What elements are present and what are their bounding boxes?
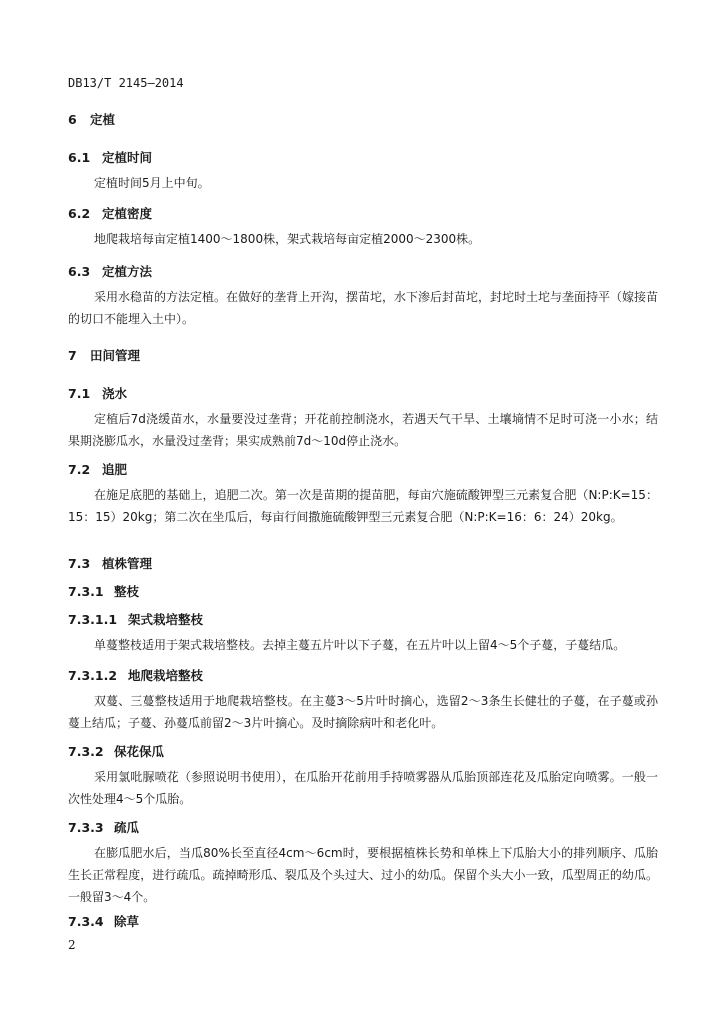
- heading-7-1: [68, 384, 127, 402]
- heading-number: 7.1: [68, 386, 91, 401]
- heading-6-3: [68, 262, 152, 280]
- heading-title: 架式栽培整枝: [128, 612, 204, 627]
- heading-number: 6.1: [68, 150, 91, 165]
- heading-number: 7.2: [68, 462, 91, 477]
- heading-7-3: [68, 554, 152, 572]
- paragraph-7-1: 定植后7d浇缓苗水，水量要没过垄背；开花前控制浇水，若遇天气干旱、土壤墒情不足时可浇一小水；结果期浇膨瓜水，水量没过垄背；果实成熟前7d～10d停止浇水。: [68, 412, 658, 448]
- heading-7-3-1: [68, 582, 139, 600]
- heading-6-2: [68, 204, 152, 222]
- heading-number: 6: [68, 112, 77, 127]
- paragraph-7-3-1-2: 双蔓、三蔓整枝适用于地爬栽培整枝。在主蔓3～5片叶时摘心，选留2～3条生长健壮的子蔓，在子蔓或孙蔓上结瓜；子蔓、孙蔓瓜前留2～3片叶摘心。及时摘除病叶和老化叶。: [68, 694, 658, 730]
- heading-7-2: [68, 460, 127, 478]
- heading-6: [68, 110, 115, 128]
- heading-7-3-3: [68, 818, 139, 836]
- heading-7: [68, 346, 140, 364]
- heading-number: 7.3.4: [68, 914, 104, 929]
- page-number: 2: [68, 938, 76, 952]
- heading-number: 6.3: [68, 264, 91, 279]
- heading-title: 浇水: [102, 386, 128, 401]
- heading-title: 除草: [114, 914, 140, 929]
- heading-number: 7.3: [68, 556, 91, 571]
- heading-title: 植株管理: [102, 556, 153, 571]
- heading-title: 定植: [90, 112, 116, 127]
- heading-7-3-2: [68, 742, 164, 760]
- heading-7-3-4: [68, 912, 139, 930]
- paragraph-7-2: 在施足底肥的基础上，追肥二次。第一次是苗期的提苗肥，每亩穴施硫酸钾型三元素复合肥（N:P:K=15：15：15）20kg；第二次在坐瓜后，每亩行间撒施硫酸钾型三元素复合肥（N:P:K=16：6：24）20kg。: [68, 488, 658, 524]
- heading-6-1: [68, 148, 152, 166]
- paragraph-7-3-2: 采用氯吡脲喷花（参照说明书使用），在瓜胎开花前用手持喷雾器从瓜胎顶部连花及瓜胎定向喷雾。一般一次性处理4～5个瓜胎。: [68, 770, 658, 806]
- paragraph-7-3-1-1: 单蔓整枝适用于架式栽培整枝。去掉主蔓五片叶以下子蔓，在五片叶以上留4～5个子蔓，子蔓结瓜。: [94, 638, 626, 652]
- heading-title: 保花保瓜: [114, 744, 165, 759]
- heading-number: 7: [68, 348, 77, 363]
- paragraph-6-3: 采用水稳苗的方法定植。在做好的垄背上开沟，摆苗坨，水下渗后封苗坨，封坨时土坨与垄面持平（嫁接苗的切口不能埋入土中）。: [68, 290, 659, 326]
- heading-title: 定植密度: [102, 206, 153, 221]
- paragraph-6-2: 地爬栽培每亩定植1400～1800株，架式栽培每亩定植2000～2300株。: [94, 232, 481, 246]
- heading-title: 定植时间: [102, 150, 153, 165]
- heading-number: 7.3.1.2: [68, 668, 118, 683]
- heading-title: 疏瓜: [114, 820, 140, 835]
- heading-7-3-1-2: [68, 666, 203, 684]
- paragraph-7-3-3: 在膨瓜肥水后，当瓜80%长至直径4cm～6cm时，要根据植株长势和单株上下瓜胎大小的排列顺序、瓜胎生长正常程度，进行疏瓜。疏掉畸形瓜、裂瓜及个头过大、过小的幼瓜。保留个头大小一致，瓜型周正的幼瓜。一般留3～4个。: [68, 846, 658, 904]
- paragraph-6-1: 定植时间5月上中旬。: [94, 176, 210, 190]
- heading-title: 田间管理: [90, 348, 141, 363]
- heading-number: 6.2: [68, 206, 91, 221]
- heading-title: 追肥: [102, 462, 128, 477]
- heading-number: 7.3.3: [68, 820, 104, 835]
- heading-number: 7.3.1: [68, 584, 104, 599]
- heading-number: 7.3.1.1: [68, 612, 118, 627]
- heading-title: 整枝: [114, 584, 140, 599]
- heading-title: 定植方法: [102, 264, 153, 279]
- document-id: DB13/T 2145—2014: [68, 76, 184, 90]
- heading-title: 地爬栽培整枝: [128, 668, 204, 683]
- heading-number: 7.3.2: [68, 744, 104, 759]
- heading-7-3-1-1: [68, 610, 203, 628]
